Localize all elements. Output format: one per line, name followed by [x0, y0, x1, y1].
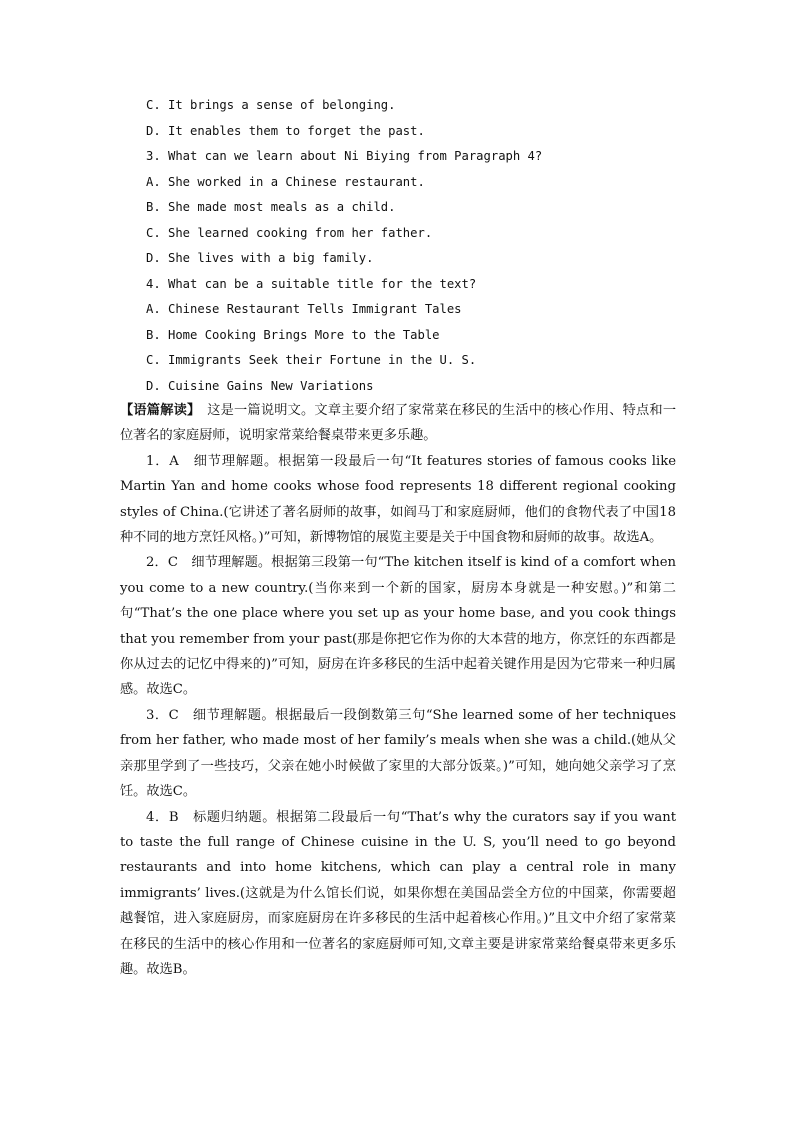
passage-analysis — [120, 398, 676, 982]
option-line: D. Cuisine Gains New Variations — [146, 378, 374, 393]
analysis-heading: 【语篇解读】 — [120, 403, 194, 418]
option-line: A. Chinese Restaurant Tells Immigrant Tales — [146, 302, 462, 316]
answer-explanation: 4．B 标题归纳题。根据第二段最后一句“That’s why the curators say if you want to taste the full range of Chinese cuisine in the U. S, you’ll need to go beyond restaurants and into home kitchens, which can play a central role in many immigrants’ lives.(这就是为什么馆长们说，如果你想在美国品尝全方位的中国菜，你需要超越餐馆，进入家庭厨房，而家庭厨房在许多移民的生活中起着核心作用。)”且文中介绍了家常菜在移民的生活中的核心作用和一位著名的家庭厨师可知,文章主要是讲家常菜给餐桌带来更多乐趣。故选B。 — [120, 809, 676, 977]
question-line: 4. What can be a suitable title for the text? — [146, 276, 477, 291]
option-line: C. Immigrants Seek their Fortune in the U. S. — [146, 353, 477, 367]
option-line: D. She lives with a big family. — [146, 251, 374, 265]
analysis-intro — [120, 398, 676, 449]
answer-explanation: 2．C 细节理解题。根据第三段第一句“The kitchen itself is kind of a comfort when you come to a new country.(当你来到一个新的国家，厨房本身就是一种安慰。)”和第二句“That’s the one place where you set up as your home base, and you cook things that you remember from your past(那是你把它作为你的大本营的地方，你烹饪的东西都是你从过去的记忆中得来的)”可知，厨房在许多移民的生活中起着关键作用是因为它带来一种归属感。故选C。 — [120, 555, 676, 698]
option-line: B. She made most meals as a child. — [146, 200, 396, 214]
question-line: 3. What can we learn about Ni Biying from Paragraph 4? — [146, 149, 543, 163]
option-line: C. She learned cooking from her father. — [146, 225, 433, 240]
option-line: C. It brings a sense of belonging. — [146, 98, 396, 112]
answer-explanation: 3．C 细节理解题。根据最后一段倒数第三句“She learned some of her techniques from her father, who made most of her family’s meals when she was a child.(她从父亲那里学到了一些技巧，父亲在她小时候做了家里的大部分饭菜。)”可知，她向她父亲学习了烹饪。故选C。 — [120, 707, 676, 800]
question-options — [146, 93, 706, 399]
option-line: D. It enables them to forget the past. — [146, 123, 425, 138]
answer-explanation: 1．A 细节理解题。根据第一段最后一句“It features stories of famous cooks like Martin Yan and home cooks whose food represents 18 different regional cooking styles of China.(它讲述了著名厨师的故事，如阎马丁和家庭厨师，他们的食物代表了中国18种不同的地方烹饪风格。)”可知，新博物馆的展览主要是关于中国食物和厨师的故事。故选A。 — [120, 453, 676, 546]
option-line: A. She worked in a Chinese restaurant. — [146, 174, 425, 189]
analysis-intro-text: 这是一篇说明文。文章主要介绍了家常菜在移民的生活中的核心作用、特点和一位著名的家庭厨师，说明家常菜给餐桌带来更多乐趣。 — [120, 403, 677, 444]
option-line: B. Home Cooking Brings More to the Table — [146, 327, 440, 342]
